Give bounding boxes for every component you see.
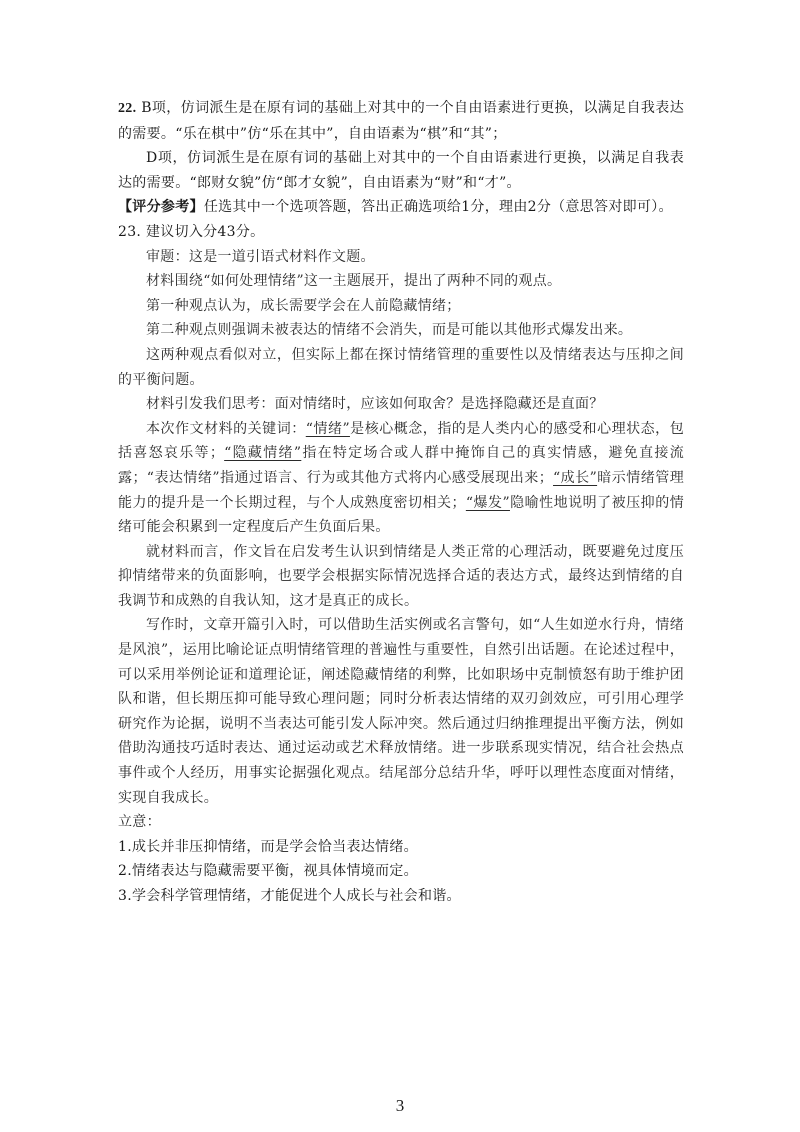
q23-point-2: 2.情绪表达与隐藏需要平衡，视具体情境而定。 bbox=[118, 863, 418, 880]
q23-liyi-label: 立意： bbox=[118, 814, 161, 831]
q22-option-b bbox=[118, 96, 684, 146]
q23-view1: 第一种观点认为，成长需要学会在人前隐藏情绪； bbox=[146, 297, 461, 314]
q23-view2: 第二种观点则强调未被表达的情绪不会消失，而是可能以其他形式爆发出来。 bbox=[146, 322, 633, 339]
q22-scoring bbox=[118, 195, 684, 220]
kw-hide-emotion: “隐藏情绪” bbox=[224, 445, 302, 462]
q23-purpose: 就材料而言，作文旨在启发考生认识到情绪是人类正常的心理活动，既要避免过度压抑情绪带来的负面影响，也要学会根据实际情况选择合适的表达方式，最终达到情绪的自我调节和成熟的自我认知，这才是真正的成长。 bbox=[118, 543, 684, 609]
q23-balance: 这两种观点看似对立，但实际上都在探讨情绪管理的重要性以及情绪表达与压抑之间的平衡问题。 bbox=[118, 346, 684, 388]
kw-emotion-desc: 是核心概念，指的是人类内心的感受和心理状态，包括喜怒哀乐等； bbox=[118, 420, 684, 462]
answer-content bbox=[118, 96, 684, 909]
kw-express-desc: “表达情绪”指通过语言、行为或其他方式将内心感受展现出来； bbox=[146, 469, 554, 486]
q23-intro bbox=[118, 220, 684, 245]
page-number: 3 bbox=[395, 1096, 405, 1115]
q23-question: 材料引发我们思考：面对情绪时，应该如何取舍？是选择隐藏还是直面？ bbox=[146, 396, 604, 413]
q23-number: 23. bbox=[118, 223, 142, 240]
kw-hide-desc: 指在特定场合或人群中掩饰自己的真实情感，避免直接流露； bbox=[118, 445, 684, 486]
kw-emotion: “情绪” bbox=[305, 420, 350, 437]
scoring-label: 【评分参考】 bbox=[118, 199, 204, 216]
q23-intro-text: 建议切入分43分。 bbox=[145, 223, 265, 240]
kw-burst-desc: 隐喻性地说明了被压抑的情绪可能会积累到一定程度后产生负面后果。 bbox=[118, 494, 684, 536]
q23-point-3: 3.学会科学管理情绪，才能促进个人成长与社会和谐。 bbox=[118, 888, 461, 904]
q23-writing: 写作时，文章开篇引入时，可以借助生活实例或名言警句，如“人生如逆水行舟，情绪是风浪”，运用比喻论证点明情绪管理的普遍性与重要性，自然引出话题。在论述过程中，可以采用举例论证和道理论证，阐述隐藏情绪的利弊，比如职场中克制愤怒有助于维护团队和谐，但长期压抑可能导致心理问题；同时分析表达情绪的双刃剑效应，可引用心理学研究作为论据，说明不当表达可能引发人际冲突。然后通过归纳推理提出平衡方法，例如借助沟通技巧适时表达、通过运动或艺术释放情绪。进一步联系现实情况，结合社会热点事件或个人经历，用事实论据强化观点。结尾部分总结升华，呼吁以理性态度面对情绪，实现自我成长。 bbox=[118, 617, 684, 806]
q23-material: 材料围绕“如何处理情绪”这一主题展开，提出了两种不同的观点。 bbox=[146, 273, 562, 290]
scoring-text: 任选其中一个选项答题，答出正确选项给1分，理由2分（意思答对即可）。 bbox=[203, 199, 673, 216]
kw-growth: “成长” bbox=[553, 469, 598, 486]
kw-growth-desc: 暗示情绪管理能力的提升是一个长期过程，与个人成熟度密切相关； bbox=[118, 469, 685, 511]
kw-burst: “爆发” bbox=[465, 494, 510, 511]
q22-number: 22. bbox=[118, 101, 137, 116]
q22-b-text: B项，仿词派生是在原有词的基础上对其中的一个自由语素进行更换，以满足自我表达的需要。“乐在棋中”仿“乐在其中”，自由语素为“棋”和“其”； bbox=[118, 100, 684, 142]
q23-keywords bbox=[118, 417, 684, 540]
q23-shenti: 审题：这是一道引语式材料作文题。 bbox=[146, 248, 375, 265]
kw-intro: 本次作文材料的关键词： bbox=[146, 420, 306, 437]
q23-point-1: 1.成长并非压抑情绪，而是学会恰当表达情绪。 bbox=[118, 838, 418, 855]
q22-option-d: D项，仿词派生是在原有词的基础上对其中的一个自由语素进行更换，以满足自我表达的需要。“郎财女貌”仿“郎才女貌”，自由语素为“财”和“才”。 bbox=[118, 150, 684, 191]
